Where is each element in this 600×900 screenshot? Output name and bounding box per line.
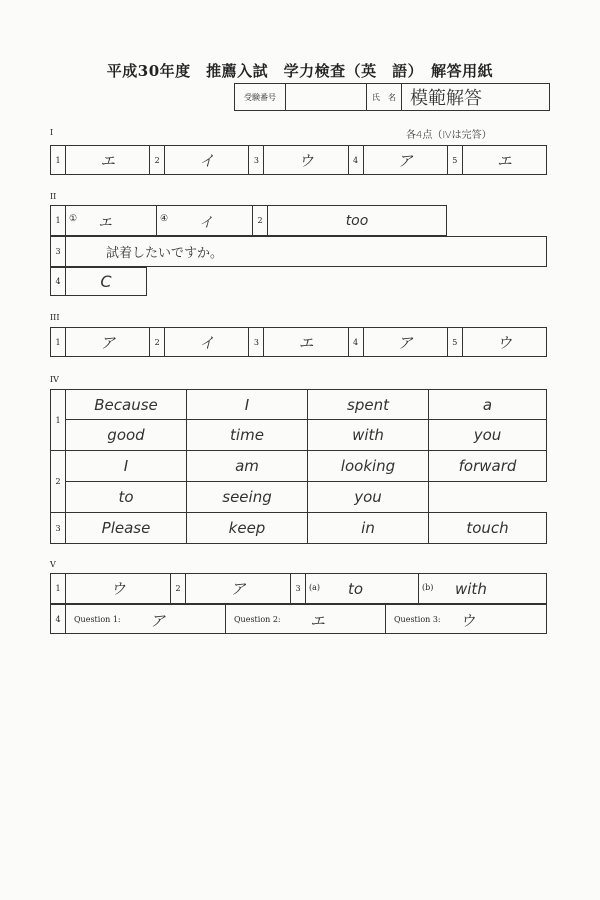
s5-num-3: 3 — [291, 574, 306, 604]
s5-question-1-cell[interactable] — [66, 605, 226, 634]
s2-q3-answer[interactable]: 試着したいですか。 — [66, 237, 547, 267]
s3-num-1: 1 — [51, 328, 66, 357]
s2-num-4: 4 — [51, 268, 66, 296]
section-3-table — [50, 327, 547, 357]
s4-q3-word-1[interactable]: Please — [66, 513, 187, 544]
section-1-table — [50, 145, 547, 175]
s4-num-2: 2 — [51, 451, 66, 513]
s5-question-3-cell[interactable] — [386, 605, 547, 634]
s4-num-1: 1 — [51, 390, 66, 451]
s4-q2-word-6[interactable]: seeing — [187, 482, 308, 513]
s2-q1-a-cell[interactable] — [66, 206, 157, 236]
s3-answer-4[interactable]: ア — [363, 328, 447, 357]
s4-q1-word-6[interactable]: time — [187, 420, 308, 451]
section-4-label: IV — [50, 375, 59, 384]
s4-num-3: 3 — [51, 513, 66, 544]
s5-num-4: 4 — [51, 605, 66, 634]
s1-answer-1[interactable]: エ — [66, 146, 150, 175]
s4-q2-word-3[interactable]: looking — [308, 451, 429, 482]
s5-q3-a-answer: to — [348, 580, 364, 598]
s4-q1-word-5[interactable]: good — [66, 420, 187, 451]
s3-num-4: 4 — [348, 328, 363, 357]
s5-question-1-answer: ア — [150, 612, 166, 630]
s4-q3-word-3[interactable]: in — [308, 513, 429, 544]
s3-answer-3[interactable]: エ — [264, 328, 348, 357]
s5-question-1-label: Question 1: — [74, 615, 121, 624]
s5-q3-a-mark: (a) — [309, 583, 321, 592]
s4-q1-word-8[interactable]: you — [429, 420, 547, 451]
s1-answer-4[interactable]: ア — [363, 146, 447, 175]
s5-question-2-label: Question 2: — [234, 615, 281, 624]
s2-q4-answer[interactable]: C — [66, 268, 147, 296]
s3-num-3: 3 — [249, 328, 264, 357]
s4-q2-word-8 — [429, 482, 547, 513]
s2-q2-answer[interactable]: too — [268, 206, 447, 236]
s5-question-2-cell[interactable] — [226, 605, 386, 634]
s4-q3-word-4[interactable]: touch — [429, 513, 547, 544]
s4-q2-word-7[interactable]: you — [308, 482, 429, 513]
section-5-row-1 — [50, 573, 547, 604]
s5-q3-b-cell[interactable] — [419, 574, 547, 604]
section-2-row-1 — [50, 205, 447, 236]
name-label: 氏 名 — [367, 84, 402, 111]
s4-q1-word-2[interactable]: I — [187, 390, 308, 420]
s2-q1-a-answer: エ — [98, 215, 112, 231]
section-2-row-4 — [50, 267, 147, 296]
exam-number-field[interactable] — [286, 84, 367, 111]
section-2-label: II — [50, 192, 57, 201]
s2-num-3: 3 — [51, 237, 66, 267]
name-field[interactable]: 模範解答 — [402, 84, 550, 111]
section-3-label: III — [50, 313, 60, 322]
s5-q1-answer[interactable]: ウ — [66, 574, 171, 604]
s4-q3-word-2[interactable]: keep — [187, 513, 308, 544]
s3-answer-5[interactable]: ウ — [462, 328, 546, 357]
s2-num-2: 2 — [253, 206, 268, 236]
s1-num-2: 2 — [150, 146, 165, 175]
s2-q1-b-mark: ④ — [160, 214, 169, 224]
s5-q3-b-answer: with — [455, 580, 487, 598]
section-2-row-3 — [50, 236, 547, 267]
s2-q1-b-answer: イ — [199, 215, 213, 231]
s1-answer-2[interactable]: イ — [165, 146, 249, 175]
s1-answer-3[interactable]: ウ — [264, 146, 348, 175]
s3-num-5: 5 — [447, 328, 462, 357]
s3-answer-1[interactable]: ア — [66, 328, 150, 357]
s4-q1-word-3[interactable]: spent — [308, 390, 429, 420]
exam-number-label: 受験番号 — [235, 84, 286, 111]
s4-q2-word-1[interactable]: I — [66, 451, 187, 482]
s5-num-2: 2 — [171, 574, 186, 604]
s5-question-2-answer: エ — [310, 612, 326, 630]
s4-q2-word-2[interactable]: am — [187, 451, 308, 482]
s4-q2-word-4[interactable]: forward — [429, 451, 547, 482]
s5-q3-b-mark: (b) — [422, 583, 434, 592]
s3-num-2: 2 — [150, 328, 165, 357]
s5-question-3-label: Question 3: — [394, 615, 441, 624]
s5-q3-a-cell[interactable] — [306, 574, 419, 604]
s2-q1-a-mark: ① — [69, 214, 78, 224]
s2-q1-b-cell[interactable] — [157, 206, 253, 236]
s4-q1-word-4[interactable]: a — [429, 390, 547, 420]
score-note: 各4点（Ⅳは完答） — [406, 130, 492, 141]
s1-num-3: 3 — [249, 146, 264, 175]
section-5-row-2 — [50, 604, 547, 634]
s4-q2-word-5[interactable]: to — [66, 482, 187, 513]
page-title: 平成30年度 推薦入試 学力検査（英 語） 解答用紙 — [106, 62, 494, 80]
header-table — [234, 83, 550, 111]
s2-num-1: 1 — [51, 206, 66, 236]
section-5-label: V — [50, 560, 56, 569]
s3-answer-2[interactable]: イ — [165, 328, 249, 357]
s1-num-4: 4 — [348, 146, 363, 175]
s5-num-1: 1 — [51, 574, 66, 604]
s5-question-3-answer: ウ — [460, 612, 476, 630]
s1-answer-5[interactable]: エ — [462, 146, 546, 175]
s1-num-5: 5 — [447, 146, 462, 175]
section-4-table — [50, 389, 547, 544]
section-1-label: I — [50, 128, 54, 137]
s1-num-1: 1 — [51, 146, 66, 175]
s5-q2-answer[interactable]: ア — [186, 574, 291, 604]
s4-q1-word-1[interactable]: Because — [66, 390, 187, 420]
s4-q1-word-7[interactable]: with — [308, 420, 429, 451]
